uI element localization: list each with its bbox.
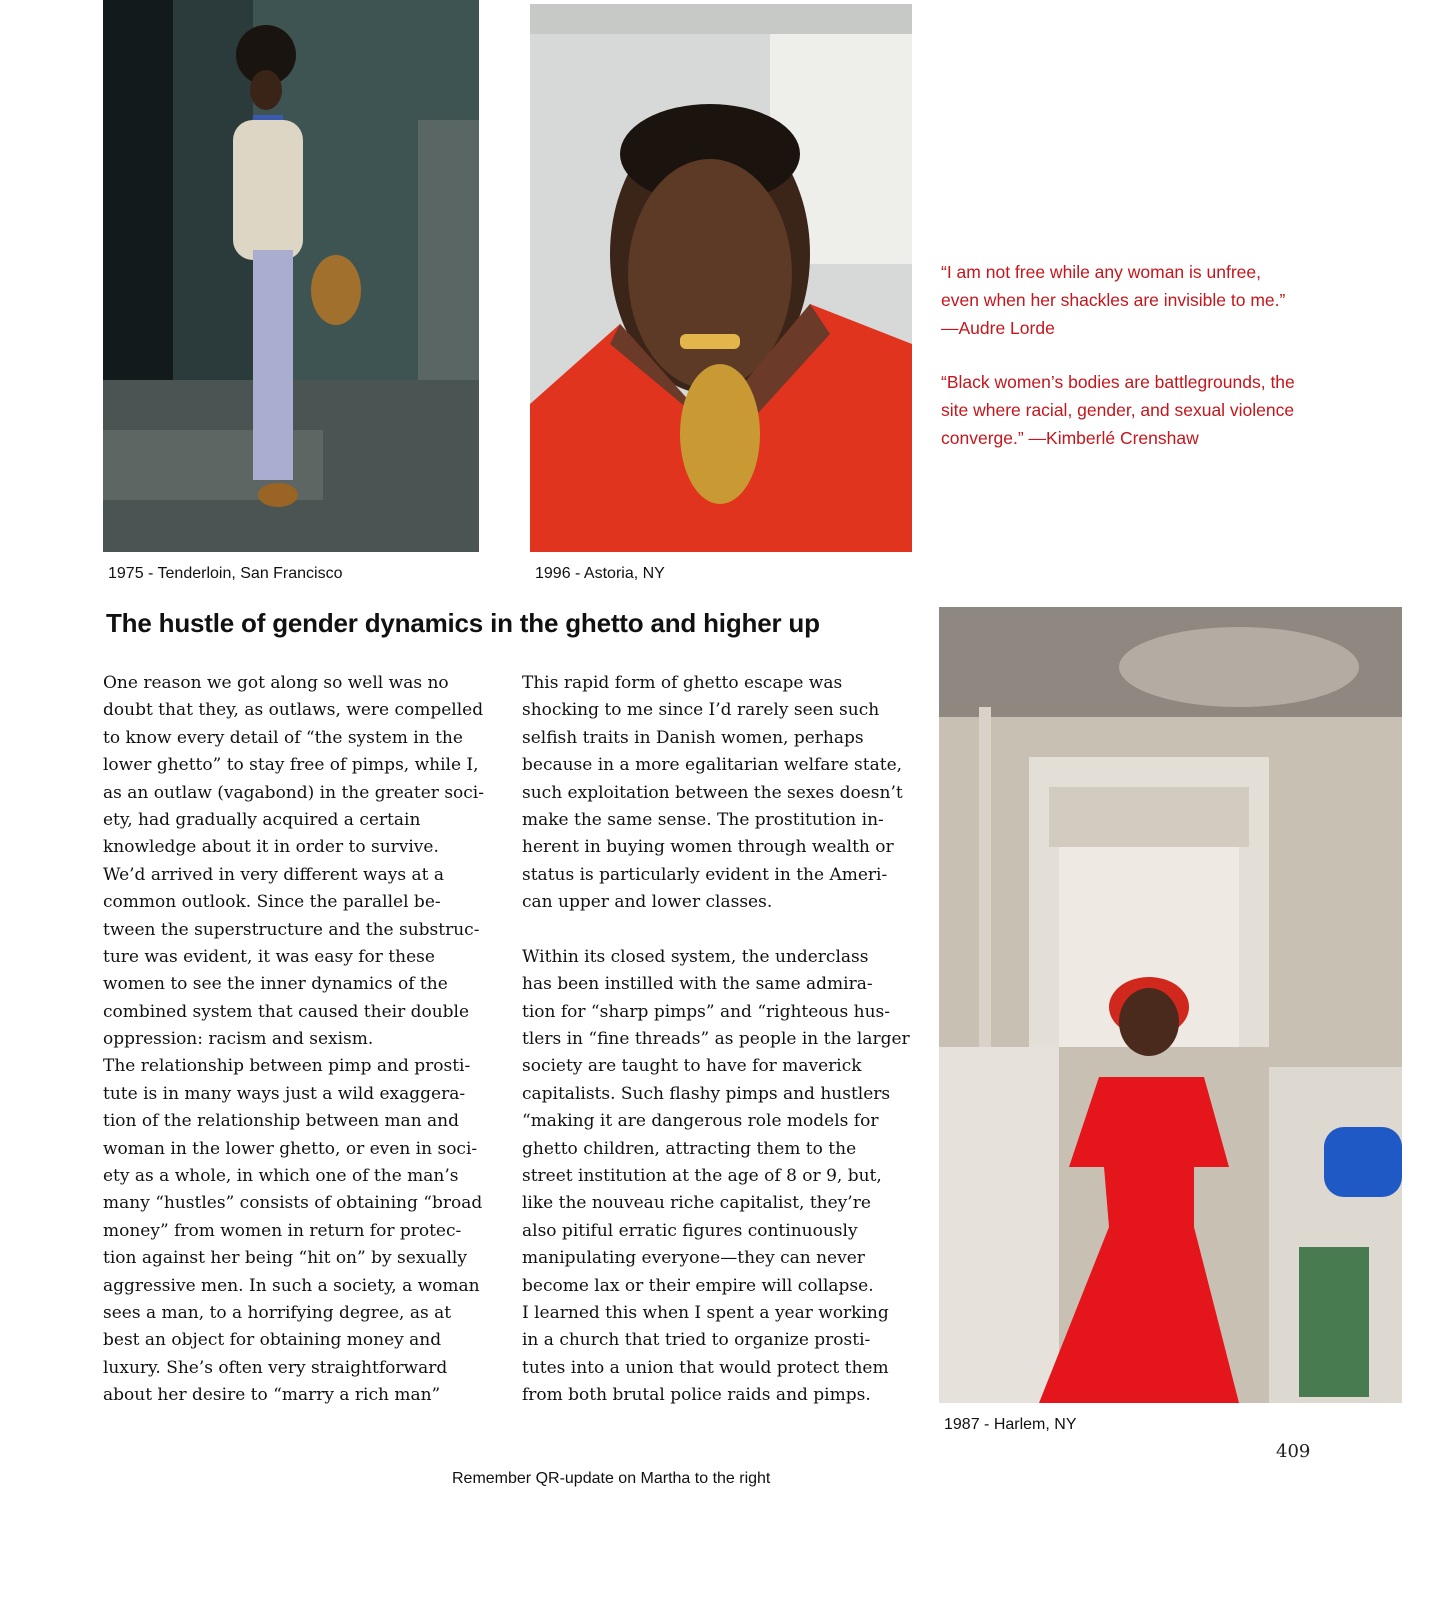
body-text-line: in a church that tried to organize prosti- [522,1330,871,1351]
section-heading: The hustle of gender dynamics in the ghetto and higher up [106,608,820,638]
body-text-line: street institution at the age of 8 or 9, but, [522,1166,882,1187]
quote-line: even when her shackles are invisible to me.” [941,290,1286,310]
body-text-line: from both brutal police raids and pimps. [522,1385,871,1406]
body-text-line: society are taught to have for maverick [522,1056,862,1077]
photo-astoria [530,4,912,552]
paragraph-gap [522,917,922,944]
page-number: 409 [1276,1441,1311,1462]
body-text-line: make the same sense. The prostitution in- [522,809,884,830]
body-text-line: One reason we got along so well was no [103,673,449,693]
body-text-line: such exploitation between the sexes doesn’t [522,782,903,803]
body-text-line: tlers in “fine threads” as people in the larger [522,1029,910,1050]
quote-line: “Black women’s bodies are battlegrounds, the [941,372,1295,392]
body-text-line: aggressive men. In such a society, a woman [103,1275,480,1296]
body-text-line: tion against her being “hit on” by sexually [103,1248,467,1269]
body-text-line: ety, had gradually acquired a certain [103,809,421,830]
body-text-line: We’d arrived in very different ways at a [103,864,444,885]
body-text-line: ety as a whole, in which one of the man’s [103,1166,459,1187]
body-text-line: tween the superstructure and the substruc- [103,919,480,940]
quote-attribution: —Audre Lorde [941,318,1055,338]
photo-caption-harlem: 1987 - Harlem, NY [944,1416,1077,1433]
body-text-line: I learned this when I spent a year working [522,1302,889,1323]
body-text-line: many “hustles” consists of obtaining “broad [103,1193,483,1214]
quote-line-attribution: converge.” —Kimberlé Crenshaw [941,428,1199,448]
quote-line: site where racial, gender, and sexual violence [941,400,1295,420]
body-text-line: tion of the relationship between man and [103,1111,460,1132]
footer-note: Remember QR-update on Martha to the right [452,1470,771,1487]
body-text-line: has been instilled with the same admira- [522,974,873,995]
photo-harlem [939,607,1402,1403]
body-text-line: tute is in many ways just a wild exaggera- [103,1083,466,1104]
body-text-line: also pitiful erratic figures continuously [522,1220,858,1241]
body-text-line: lower ghetto” to stay free of pimps, while I, [103,755,479,776]
body-text-line: women to see the inner dynamics of the [103,974,448,995]
body-column-left [103,670,503,1410]
body-text-line: like the nouveau riche capitalist, they’re [522,1193,871,1214]
body-text-line: become lax or their empire will collapse. [522,1275,874,1296]
body-text-line: can upper and lower classes. [522,892,773,913]
body-text-line: Within its closed system, the underclass [522,946,869,967]
body-column-right [522,670,922,1410]
body-text-line: ghetto children, attracting them to the [522,1138,857,1159]
body-text-line: common outlook. Since the parallel be- [103,892,441,913]
quote-line: “I am not free while any woman is unfree, [941,262,1262,282]
body-text-line: as an outlaw (vagabond) in the greater soci- [103,782,484,803]
photo-caption-tenderloin: 1975 - Tenderloin, San Francisco [108,565,343,582]
photo-caption-astoria: 1996 - Astoria, NY [535,565,665,582]
body-text-line: to know every detail of “the system in the [103,727,463,748]
photo-woman-street-night-icon [103,0,479,552]
body-text-line: sees a man, to a horrifying degree, as at [103,1302,452,1323]
body-text-line: status is particularly evident in the Ameri- [522,864,888,885]
body-text-line: The relationship between pimp and prosti- [103,1056,471,1077]
body-text-line: knowledge about it in order to survive. [103,837,439,858]
body-text-line: capitalists. Such flashy pimps and hustlers [522,1083,891,1104]
body-text-line: tion for “sharp pimps” and “righteous hus- [522,1001,890,1022]
body-text-line: woman in the lower ghetto, or even in soci- [103,1138,478,1159]
body-text-line: oppression: racism and sexism. [103,1029,374,1050]
body-text-line: herent in buying women through wealth or [522,837,894,858]
body-text-line: luxury. She’s often very straightforward [103,1357,448,1378]
quote-kimberle-crenshaw [941,368,1411,452]
body-text-line: money” from women in return for protec- [103,1220,462,1241]
body-text-line: combined system that caused their double [103,1001,470,1022]
body-text-line: manipulating everyone—they can never [522,1248,865,1269]
body-text-line: “making it are dangerous role models for [522,1111,879,1132]
photo-tenderloin [103,0,479,552]
quotes-block [941,258,1411,478]
quote-audre-lorde [941,258,1411,342]
body-text-line: about her desire to “marry a rich man” [103,1385,441,1406]
body-text-line: doubt that they, as outlaws, were compelled [103,700,484,721]
body-text-line: tutes into a union that would protect them [522,1357,889,1378]
body-text-line: This rapid form of ghetto escape was [522,673,843,693]
body-text-line: ture was evident, it was easy for these [103,946,435,967]
body-text-line: shocking to me since I’d rarely seen such [522,700,880,721]
body-text-line: best an object for obtaining money and [103,1330,442,1351]
body-text-line: because in a more egalitarian welfare state, [522,755,903,776]
photo-woman-red-dress-kitchen-icon [939,607,1402,1403]
photo-man-gold-chains-icon [530,4,912,552]
body-text-line: selfish traits in Danish women, perhaps [522,727,864,748]
